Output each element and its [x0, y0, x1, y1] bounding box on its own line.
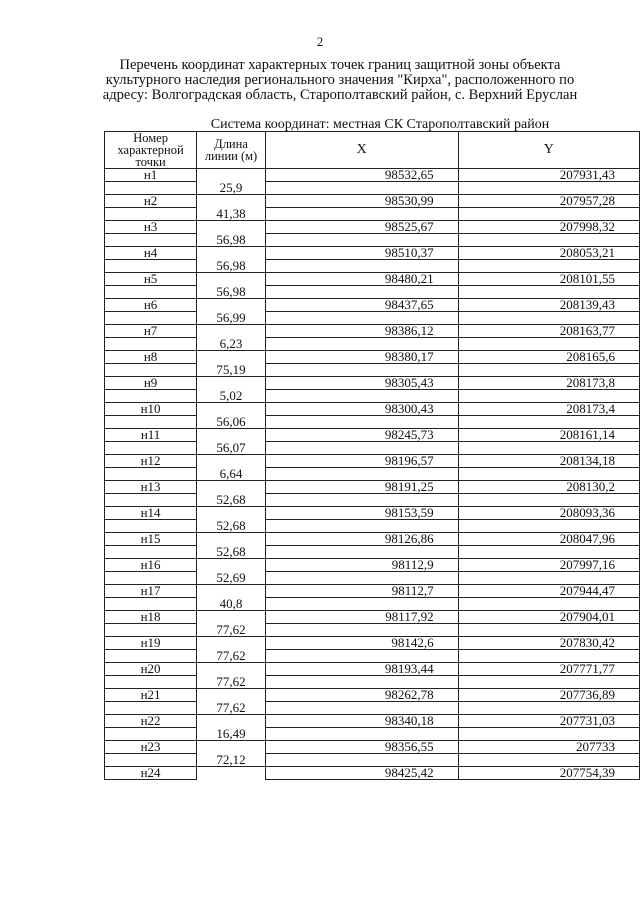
length-cell: 75,19	[197, 364, 266, 377]
x-cell: 98340,18	[265, 715, 458, 728]
x-cell: 98153,59	[265, 507, 458, 520]
point-id-cell: н18	[105, 611, 197, 624]
y-cell: 207997,16	[458, 559, 639, 572]
point-id-cell: н24	[105, 767, 197, 780]
y-cell: 207944,47	[458, 585, 639, 598]
table-row	[105, 637, 640, 650]
x-cell: 98142,6	[265, 637, 458, 650]
x-cell: 98300,43	[265, 403, 458, 416]
y-cell: 208173,4	[458, 403, 639, 416]
table-row	[105, 273, 640, 286]
x-cell: 98386,12	[265, 325, 458, 338]
point-id-cell: н15	[105, 533, 197, 546]
table-row	[105, 767, 640, 780]
table-row	[105, 195, 640, 208]
length-cell: 52,68	[197, 546, 266, 559]
x-cell: 98112,9	[265, 559, 458, 572]
length-cell: 6,23	[197, 338, 266, 351]
point-id-cell: н11	[105, 429, 197, 442]
table-row	[105, 247, 640, 260]
point-id-cell: н17	[105, 585, 197, 598]
header-x: X	[265, 132, 458, 169]
length-cell: 25,9	[197, 182, 266, 195]
y-cell: 207754,39	[458, 767, 639, 780]
table-length-row	[105, 338, 640, 351]
point-id-cell: н16	[105, 559, 197, 572]
y-cell: 207771,77	[458, 663, 639, 676]
length-cell: 16,49	[197, 728, 266, 741]
table-row	[105, 169, 640, 182]
y-cell: 208101,55	[458, 273, 639, 286]
y-cell: 208139,43	[458, 299, 639, 312]
table-row	[105, 663, 640, 676]
length-cell: 5,02	[197, 390, 266, 403]
y-cell: 208047,96	[458, 533, 639, 546]
x-cell: 98532,65	[265, 169, 458, 182]
table-row	[105, 221, 640, 234]
table-row	[105, 689, 640, 702]
page-number: 2	[316, 34, 324, 49]
table-row	[105, 715, 640, 728]
table-row	[105, 429, 640, 442]
table-row	[105, 351, 640, 364]
length-cell: 77,62	[197, 624, 266, 637]
x-cell: 98480,21	[265, 273, 458, 286]
table-row	[105, 403, 640, 416]
header-y: Y	[458, 132, 639, 169]
table-row	[105, 481, 640, 494]
y-cell: 207830,42	[458, 637, 639, 650]
table-body	[105, 169, 640, 780]
point-id-cell: н5	[105, 273, 197, 286]
point-id-cell: н1	[105, 169, 197, 182]
length-cell: 52,68	[197, 520, 266, 533]
x-cell: 98510,37	[265, 247, 458, 260]
y-cell: 207904,01	[458, 611, 639, 624]
header-length-line-1: Длина	[214, 137, 248, 151]
y-cell: 207736,89	[458, 689, 639, 702]
y-cell: 208130,2	[458, 481, 639, 494]
point-id-cell: н8	[105, 351, 197, 364]
x-cell: 98245,73	[265, 429, 458, 442]
table-length-row	[105, 390, 640, 403]
table-row	[105, 299, 640, 312]
length-cell: 52,68	[197, 494, 266, 507]
table-row	[105, 507, 640, 520]
y-cell: 208134,18	[458, 455, 639, 468]
y-cell: 208093,36	[458, 507, 639, 520]
length-cell-empty	[197, 767, 266, 780]
y-cell: 207931,43	[458, 169, 639, 182]
length-cell: 56,07	[197, 442, 266, 455]
title-line-2: культурного наследия регионального значения "Кирха", расположенного по	[105, 72, 575, 88]
y-cell: 208173,8	[458, 377, 639, 390]
length-cell: 72,12	[197, 754, 266, 767]
y-cell: 208161,14	[458, 429, 639, 442]
length-cell: 56,98	[197, 260, 266, 273]
table-length-row	[105, 364, 640, 377]
x-cell: 98305,43	[265, 377, 458, 390]
point-id-cell: н2	[105, 195, 197, 208]
y-cell: 208165,6	[458, 351, 639, 364]
length-cell: 77,62	[197, 702, 266, 715]
coordinate-system-caption: Система координат: местная СК Старополтавский район	[210, 117, 550, 132]
length-cell: 77,62	[197, 650, 266, 663]
x-cell: 98196,57	[265, 455, 458, 468]
coordinates-table	[104, 131, 640, 780]
table-header-row	[105, 132, 640, 169]
y-cell: 208053,21	[458, 247, 639, 260]
y-cell: 208163,77	[458, 325, 639, 338]
point-id-cell: н21	[105, 689, 197, 702]
point-id-cell: н4	[105, 247, 197, 260]
length-cell: 77,62	[197, 676, 266, 689]
header-point-line-2: характерной	[117, 143, 184, 157]
point-id-cell: н14	[105, 507, 197, 520]
point-id-cell: н3	[105, 221, 197, 234]
table-row	[105, 325, 640, 338]
point-id-cell: н6	[105, 299, 197, 312]
x-cell: 98262,78	[265, 689, 458, 702]
x-cell: 98193,44	[265, 663, 458, 676]
point-id-cell: н12	[105, 455, 197, 468]
x-cell: 98191,25	[265, 481, 458, 494]
document-title	[60, 58, 620, 103]
table-row	[105, 611, 640, 624]
point-id-cell: н19	[105, 637, 197, 650]
x-cell: 98117,92	[265, 611, 458, 624]
point-id-cell: н9	[105, 377, 197, 390]
length-cell: 56,99	[197, 312, 266, 325]
x-cell: 98112,7	[265, 585, 458, 598]
x-cell: 98425,42	[265, 767, 458, 780]
point-id-cell: н23	[105, 741, 197, 754]
header-line-length	[197, 132, 266, 169]
length-cell: 56,98	[197, 286, 266, 299]
x-cell: 98525,67	[265, 221, 458, 234]
table-row	[105, 533, 640, 546]
header-point-number	[105, 132, 197, 169]
title-line-1: Перечень координат характерных точек границ защитной зоны объекта	[119, 57, 561, 73]
table-row	[105, 741, 640, 754]
point-id-cell: н22	[105, 715, 197, 728]
x-cell: 98437,65	[265, 299, 458, 312]
x-cell: 98380,17	[265, 351, 458, 364]
x-cell: 98126,86	[265, 533, 458, 546]
table-row	[105, 585, 640, 598]
length-cell: 40,8	[197, 598, 266, 611]
length-cell: 52,69	[197, 572, 266, 585]
length-cell: 6,64	[197, 468, 266, 481]
header-point-line-1: Номер	[133, 131, 168, 145]
y-cell: 207957,28	[458, 195, 639, 208]
table-row	[105, 559, 640, 572]
point-id-cell: н20	[105, 663, 197, 676]
table-length-row	[105, 728, 640, 741]
header-length-line-2: линии (м)	[204, 149, 258, 163]
table-row	[105, 377, 640, 390]
x-cell: 98356,55	[265, 741, 458, 754]
point-id-cell: н13	[105, 481, 197, 494]
length-cell: 56,06	[197, 416, 266, 429]
length-cell: 56,98	[197, 234, 266, 247]
x-cell: 98530,99	[265, 195, 458, 208]
y-cell: 207733	[458, 741, 639, 754]
title-line-3: адресу: Волгоградская область, Старополтавский район, с. Верхний Еруслан	[102, 87, 578, 103]
header-point-line-3: точки	[135, 155, 166, 169]
y-cell: 207998,32	[458, 221, 639, 234]
point-id-cell: н10	[105, 403, 197, 416]
table-length-row	[105, 468, 640, 481]
table-row	[105, 455, 640, 468]
length-cell: 41,38	[197, 208, 266, 221]
point-id-cell: н7	[105, 325, 197, 338]
y-cell: 207731,03	[458, 715, 639, 728]
